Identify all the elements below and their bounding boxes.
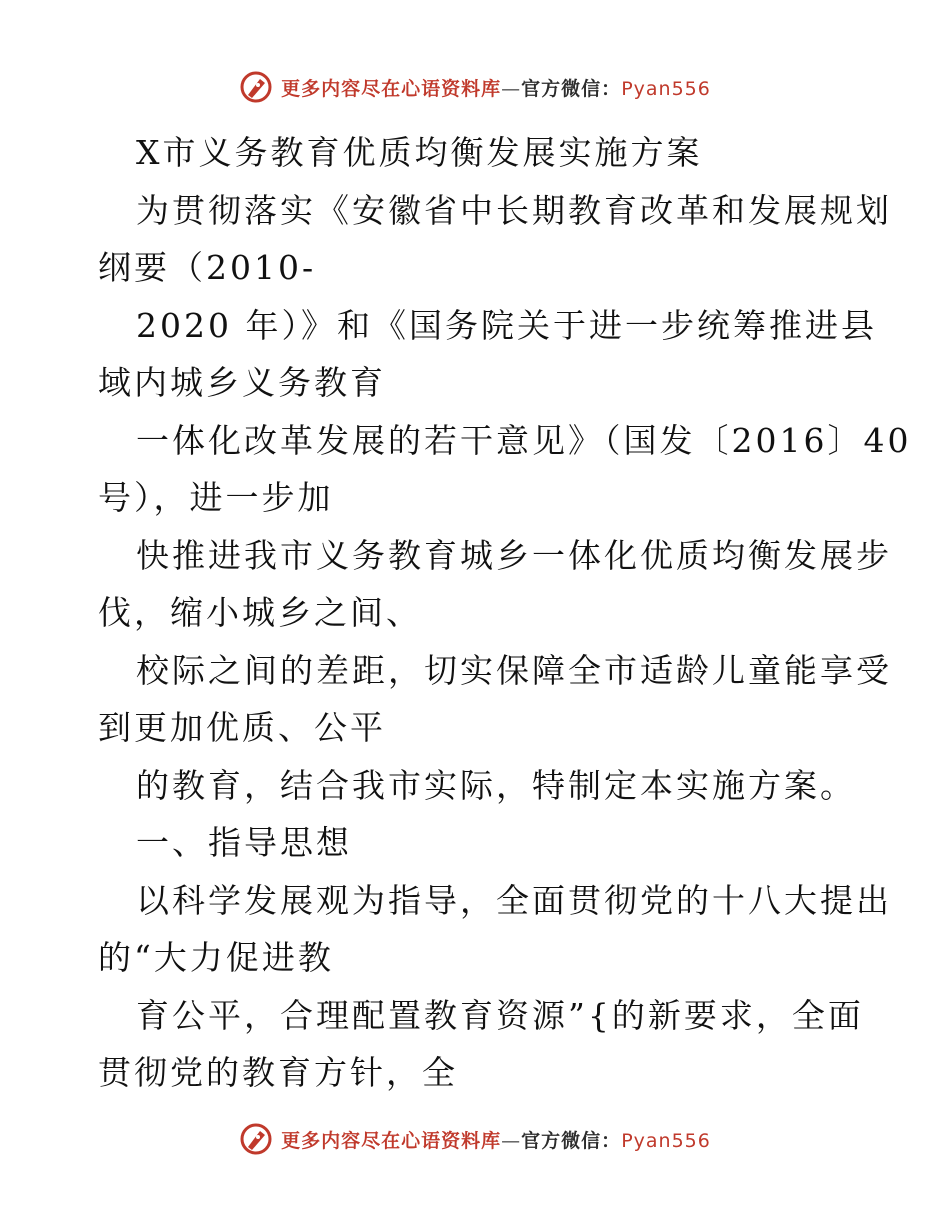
watermark-dash: — bbox=[501, 1129, 522, 1152]
text-line: 一体化改革发展的若干意见》（国发〔2016〕40 bbox=[136, 420, 912, 460]
text-line: 伐，缩小城乡之间、 bbox=[98, 593, 422, 632]
document-title: X市义务教育优质均衡发展实施方案 bbox=[136, 133, 703, 172]
text-line: 为贯彻落实《安徽省中长期教育改革和发展规划 bbox=[136, 190, 892, 230]
watermark-id: Pyan556 bbox=[621, 1129, 711, 1152]
text-line: 号），进一步加 bbox=[98, 478, 334, 517]
section-heading: 一、指导思想 bbox=[136, 823, 352, 862]
text-line: 以科学发展观为指导，全面贯彻党的十八大提出 bbox=[136, 880, 892, 920]
text-line: 贯彻党的教育方针，全 bbox=[98, 1053, 458, 1092]
text-line: 的“大力促进教 bbox=[98, 938, 334, 977]
pen-nib-logo-icon bbox=[239, 70, 273, 104]
watermark-label: 官方微信： bbox=[521, 77, 622, 100]
document-body bbox=[98, 124, 912, 1102]
footer-watermark bbox=[0, 1122, 950, 1156]
pen-nib-logo-icon bbox=[239, 1122, 273, 1156]
text-line: 2020 年）》和《国务院关于进一步统筹推进县 bbox=[136, 305, 877, 345]
text-line: 育公平，合理配置教育资源”{的新要求，全面 bbox=[136, 995, 864, 1035]
watermark-id: Pyan556 bbox=[621, 77, 711, 100]
text-line: 快推进我市义务教育城乡一体化优质均衡发展步 bbox=[136, 535, 892, 575]
text-line: 域内城乡义务教育 bbox=[98, 363, 386, 402]
watermark-dash: — bbox=[501, 77, 522, 100]
text-line: 的教育，结合我市实际，特制定本实施方案。 bbox=[136, 765, 856, 805]
text-line: 到更加优质、公平 bbox=[98, 708, 386, 747]
watermark-brand: 更多内容尽在心语资料库 bbox=[281, 1129, 502, 1152]
watermark-text bbox=[281, 74, 711, 101]
watermark-text bbox=[281, 1126, 711, 1153]
watermark-label: 官方微信： bbox=[521, 1129, 622, 1152]
text-line: 校际之间的差距，切实保障全市适龄儿童能享受 bbox=[136, 650, 892, 690]
watermark-brand: 更多内容尽在心语资料库 bbox=[281, 77, 502, 100]
header-watermark bbox=[0, 70, 950, 104]
text-line: 纲要（2010- bbox=[98, 248, 317, 287]
